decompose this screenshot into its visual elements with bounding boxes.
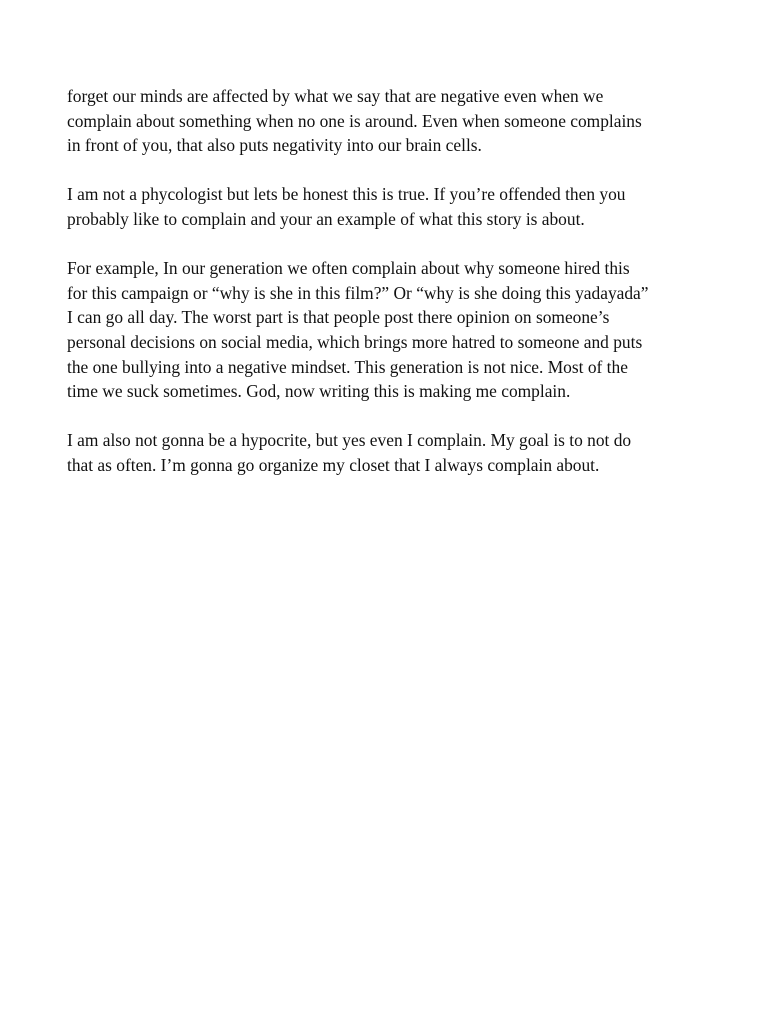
paragraph-line: complain about something when no one is around. Even when someone complains	[67, 110, 642, 131]
document-body	[67, 84, 707, 502]
paragraph-line: that as often. I’m gonna go organize my closet that I always complain about.	[67, 454, 600, 475]
paragraph-2	[67, 182, 707, 231]
paragraph-3	[67, 256, 707, 404]
paragraph-4	[67, 428, 707, 477]
paragraph-line: I can go all day. The worst part is that people post there opinion on someone’s	[67, 307, 610, 328]
paragraph-line: forget our minds are affected by what we say that are negative even when we	[67, 86, 604, 106]
paragraph-line: I am not a phycologist but lets be honest this is true. If you’re offended then you	[67, 184, 626, 205]
paragraph-1	[67, 84, 707, 158]
paragraph-line: time we suck sometimes. God, now writing this is making me complain.	[67, 381, 571, 402]
paragraph-line: for this campaign or “why is she in this film?” Or “why is she doing this yadayada”	[67, 282, 649, 303]
paragraph-line: the one bullying into a negative mindset. This generation is not nice. Most of the	[67, 356, 628, 377]
paragraph-line: For example, In our generation we often complain about why someone hired this	[67, 258, 630, 279]
paragraph-line: probably like to complain and your an example of what this story is about.	[67, 208, 585, 229]
paragraph-line: in front of you, that also puts negativity into our brain cells.	[67, 135, 482, 156]
paragraph-line: personal decisions on social media, which brings more hatred to someone and puts	[67, 331, 643, 352]
paragraph-line: I am also not gonna be a hypocrite, but yes even I complain. My goal is to not do	[67, 430, 632, 451]
